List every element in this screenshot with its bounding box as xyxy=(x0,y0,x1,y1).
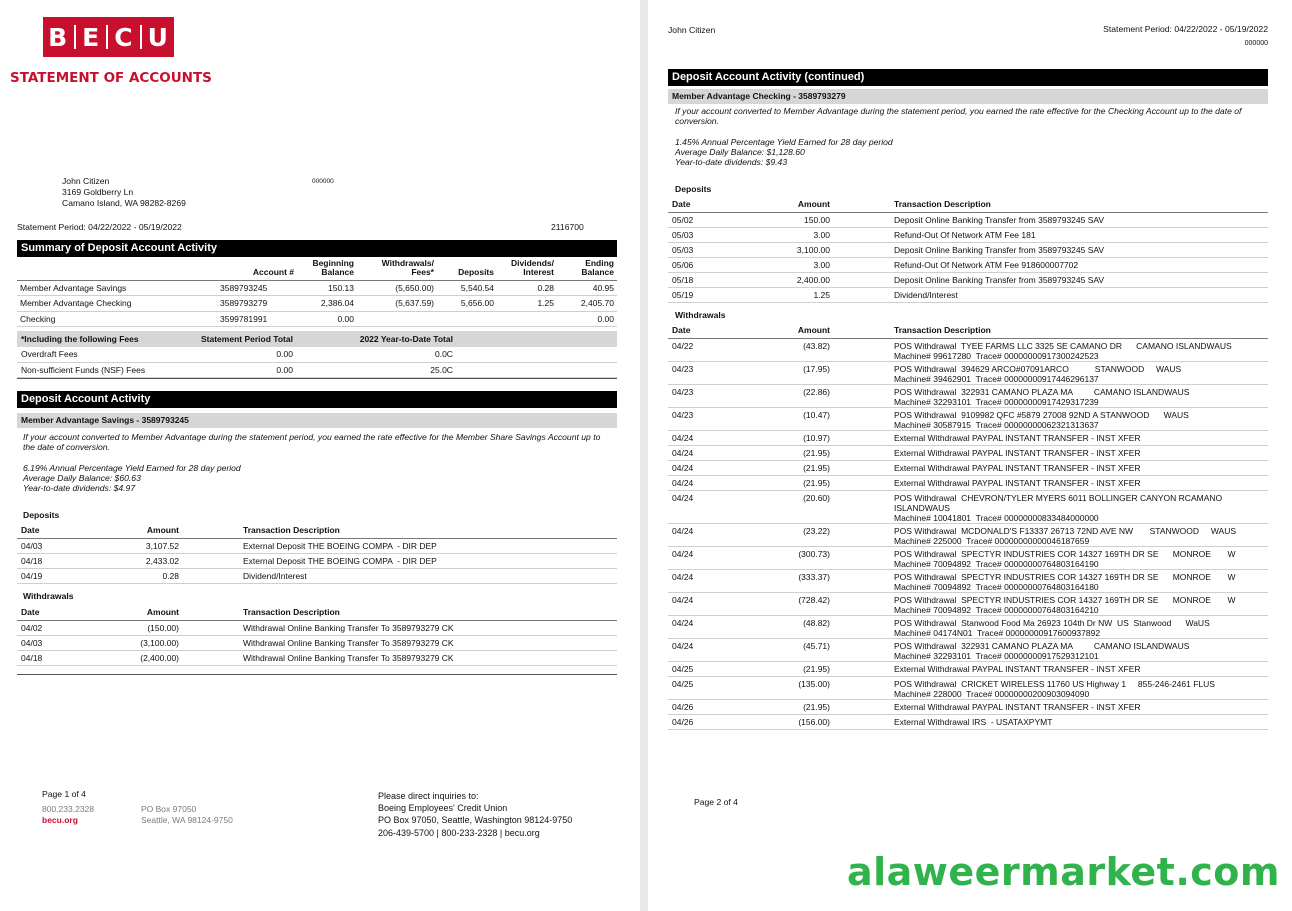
statement-period: Statement Period: 04/22/2022 - 05/19/2022 xyxy=(1103,24,1268,34)
fee-value: 0.0C xyxy=(297,347,457,363)
transaction-header-row xyxy=(668,197,1268,212)
transaction-row xyxy=(668,287,1268,302)
transaction-amount: 3,100.00 xyxy=(758,242,834,257)
summary-value: (5,650.00) xyxy=(357,280,437,296)
deposits-table xyxy=(668,197,1268,303)
column-header: Transaction Description xyxy=(834,323,1268,338)
account-intro: If your account converted to Member Advantage during the statement period, you earned the rate effective for the Member Share Savings Account up to the date of conversion. xyxy=(23,432,601,452)
page-number: Page 2 of 4 xyxy=(694,797,738,807)
transaction-description: Deposit Online Banking Transfer from 3589793245 SAV xyxy=(834,272,1268,287)
customer-name: John Citizen xyxy=(62,176,110,186)
column-header: Date xyxy=(17,523,107,538)
transaction-row xyxy=(668,272,1268,287)
transaction-amount: (45.71) xyxy=(758,638,834,661)
transaction-row xyxy=(668,460,1268,475)
transaction-date: 04/18 xyxy=(17,650,107,665)
transaction-description: External Withdrawal PAYPAL INSTANT TRANSFER - INST XFER xyxy=(834,475,1268,490)
deposits-label: Deposits xyxy=(675,184,712,194)
divider xyxy=(17,674,617,675)
transaction-amount: (21.95) xyxy=(758,475,834,490)
transaction-date: 04/24 xyxy=(668,445,758,460)
fees-header-row xyxy=(17,331,617,347)
summary-value: 5,656.00 xyxy=(437,296,497,312)
transaction-amount: (10.97) xyxy=(758,430,834,445)
ytd-dividends: Year-to-date dividends: $4.97 xyxy=(23,483,136,493)
transaction-amount: 150.00 xyxy=(758,212,834,227)
transaction-date: 04/23 xyxy=(668,407,758,430)
column-header: Date xyxy=(668,323,758,338)
statement-title: STATEMENT OF ACCOUNTS xyxy=(10,70,212,86)
transaction-description: External Deposit THE BOEING COMPA - DIR DEP xyxy=(183,538,617,553)
column-header: Amount xyxy=(758,323,834,338)
column-header: Dividends/ Interest xyxy=(497,256,557,280)
customer-code: 000000 xyxy=(1244,40,1268,47)
customer-name: John Citizen xyxy=(668,25,716,35)
transaction-date: 05/03 xyxy=(668,227,758,242)
transaction-amount: (10.47) xyxy=(758,407,834,430)
transaction-row xyxy=(668,445,1268,460)
transaction-header-row xyxy=(668,323,1268,338)
transaction-date: 04/24 xyxy=(668,460,758,475)
withdrawals-table xyxy=(668,323,1268,730)
statement-period: Statement Period: 04/22/2022 - 05/19/2022 xyxy=(17,222,182,232)
footer-phone: 800.233.2328 xyxy=(42,804,94,814)
logo-divider xyxy=(140,25,142,49)
transaction-date: 04/26 xyxy=(668,714,758,729)
summary-value xyxy=(497,311,557,327)
transaction-row xyxy=(668,361,1268,384)
transaction-description: External Withdrawal IRS - USATAXPYMT xyxy=(834,714,1268,729)
transaction-row xyxy=(17,568,617,583)
transaction-description: Withdrawal Online Banking Transfer To 3589793279 CK xyxy=(183,620,617,635)
summary-row xyxy=(17,280,617,296)
spacer xyxy=(457,362,617,378)
summary-value: 150.13 xyxy=(297,280,357,296)
withdrawals-label: Withdrawals xyxy=(675,310,726,320)
transaction-row xyxy=(668,699,1268,714)
becu-logo xyxy=(43,17,174,57)
transaction-row xyxy=(17,635,617,650)
transaction-amount: (150.00) xyxy=(107,620,183,635)
transaction-row xyxy=(668,242,1268,257)
apy-line: 1.45% Annual Percentage Yield Earned for 28 day period xyxy=(675,137,893,147)
watermark-text: alaweermarket.com xyxy=(846,850,1280,894)
transaction-description: POS Withdrawal Stanwood Food Ma 26923 104th Dr NW US Stanwood WaUS Machine# 04174N01 Trace# 00000000917600937892 xyxy=(834,615,1268,638)
column-header: Date xyxy=(668,197,758,212)
summary-value: 5,540.54 xyxy=(437,280,497,296)
customer-code: 000000 xyxy=(312,178,334,185)
column-header: Transaction Description xyxy=(183,605,617,620)
transaction-row xyxy=(668,569,1268,592)
transaction-row xyxy=(17,538,617,553)
page-number: Page 1 of 4 xyxy=(42,789,86,799)
account-name: Checking xyxy=(17,311,217,327)
fees-row xyxy=(17,347,617,363)
transaction-description: POS Withdrawal SPECTYR INDUSTRIES COR 14327 169TH DR SE MONROE W Machine# 70094892 Trace# 00000000764803164180 xyxy=(834,569,1268,592)
ytd-dividends: Year-to-date dividends: $9.43 xyxy=(675,157,788,167)
fees-table xyxy=(17,331,617,378)
transaction-description: External Withdrawal PAYPAL INSTANT TRANSFER - INST XFER xyxy=(834,430,1268,445)
transaction-row xyxy=(668,523,1268,546)
column-header: Amount xyxy=(107,605,183,620)
avg-daily-balance: Average Daily Balance: $60.63 xyxy=(23,473,141,483)
transaction-description: POS Withdrawal MCDONALD'S F13337 26713 72ND AVE NW STANWOOD WAUS Machine# 225000 Trace# 00000000000046187659 xyxy=(834,523,1268,546)
transaction-amount: 1.25 xyxy=(758,287,834,302)
transaction-description: POS Withdrawal 9109982 QFC #5879 27008 92ND A STANWOOD WAUS Machine# 30587915 Trace# 00000000062321313637 xyxy=(834,407,1268,430)
transaction-description: Withdrawal Online Banking Transfer To 3589793279 CK xyxy=(183,635,617,650)
summary-header-row xyxy=(17,256,617,280)
transaction-amount: 3,107.52 xyxy=(107,538,183,553)
transaction-row xyxy=(668,257,1268,272)
transaction-amount: (2,400.00) xyxy=(107,650,183,665)
transaction-date: 04/26 xyxy=(668,699,758,714)
transaction-amount: (21.95) xyxy=(758,445,834,460)
inquiries-org: Boeing Employees' Credit Union xyxy=(378,803,508,813)
withdrawals-label: Withdrawals xyxy=(23,591,74,601)
transaction-row xyxy=(668,661,1268,676)
transaction-date: 04/03 xyxy=(17,538,107,553)
account-number: 3589793279 xyxy=(217,296,297,312)
transaction-row xyxy=(668,490,1268,523)
transaction-date: 05/18 xyxy=(668,272,758,287)
footer-pobox: PO Box 97050 xyxy=(141,804,197,814)
transaction-row xyxy=(668,338,1268,361)
transaction-description: POS Withdrawal TYEE FARMS LLC 3325 SE CAMANO DR CAMANO ISLANDWAUS Machine# 99617280 Trace# 00000000917300242523 xyxy=(834,338,1268,361)
summary-row xyxy=(17,311,617,327)
summary-title: Summary of Deposit Account Activity xyxy=(17,240,617,257)
apy-line: 6.19% Annual Percentage Yield Earned for 28 day period xyxy=(23,463,241,473)
transaction-row xyxy=(17,553,617,568)
transaction-date: 04/03 xyxy=(17,635,107,650)
account-header: Member Advantage Checking - 3589793279 xyxy=(668,89,1268,104)
transaction-description: Refund-Out Of Network ATM Fee 181 xyxy=(834,227,1268,242)
transaction-date: 05/02 xyxy=(668,212,758,227)
account-intro: If your account converted to Member Advantage during the statement period, you earned the rate effective for the Checking Account up to the date of conversion. xyxy=(675,106,1242,126)
column-header: Amount xyxy=(758,197,834,212)
transaction-row xyxy=(17,620,617,635)
footer-web-link[interactable]: becu.org xyxy=(42,815,78,825)
transaction-row xyxy=(668,676,1268,699)
transaction-amount: (48.82) xyxy=(758,615,834,638)
transaction-date: 04/24 xyxy=(668,546,758,569)
transaction-amount: (21.95) xyxy=(758,661,834,676)
transaction-date: 04/23 xyxy=(668,361,758,384)
fee-value: 25.0C xyxy=(297,362,457,378)
transaction-amount: (21.95) xyxy=(758,699,834,714)
summary-value: (5,637.59) xyxy=(357,296,437,312)
transaction-date: 04/22 xyxy=(668,338,758,361)
transaction-date: 04/24 xyxy=(668,490,758,523)
deposits-label: Deposits xyxy=(23,510,60,520)
transaction-amount: (333.37) xyxy=(758,569,834,592)
column-header: Beginning Balance xyxy=(297,256,357,280)
transaction-amount: (300.73) xyxy=(758,546,834,569)
fee-name: Non-sufficient Funds (NSF) Fees xyxy=(17,362,197,378)
account-name: Member Advantage Savings xyxy=(17,280,217,296)
account-number: 3589793245 xyxy=(217,280,297,296)
logo-letter: C xyxy=(114,22,134,52)
summary-row xyxy=(17,296,617,312)
transaction-amount: 0.28 xyxy=(107,568,183,583)
statement-page-2 xyxy=(648,0,1292,911)
transaction-date: 05/06 xyxy=(668,257,758,272)
transaction-row xyxy=(668,714,1268,729)
spacer xyxy=(457,347,617,363)
deposits-table xyxy=(17,523,617,584)
transaction-description: POS Withdrawal SPECTYR INDUSTRIES COR 14327 169TH DR SE MONROE W Machine# 70094892 Trace# 00000000764803164190 xyxy=(834,546,1268,569)
divider xyxy=(17,378,617,379)
transaction-description: Dividend/Interest xyxy=(834,287,1268,302)
column-header: Amount xyxy=(107,523,183,538)
avg-daily-balance: Average Daily Balance: $1,128.60 xyxy=(675,147,805,157)
transaction-amount: (17.95) xyxy=(758,361,834,384)
transaction-date: 04/24 xyxy=(668,523,758,546)
transaction-amount: (20.60) xyxy=(758,490,834,523)
logo-divider xyxy=(106,25,108,49)
transaction-row xyxy=(668,384,1268,407)
column-header: *Including the following Fees xyxy=(17,331,197,347)
summary-value: 0.00 xyxy=(557,311,617,327)
transaction-amount: (23.22) xyxy=(758,523,834,546)
transaction-date: 04/24 xyxy=(668,615,758,638)
transaction-row xyxy=(668,212,1268,227)
column-header: Transaction Description xyxy=(183,523,617,538)
inquiries-phones: 206-439-5700 | 800-233-2328 | becu.org xyxy=(378,828,540,838)
transaction-description: POS Withdrawal CHEVRON/TYLER MYERS 6011 BOLLINGER CANYON RCAMANO ISLANDWAUS Machine# 10041801 Trace# 00000000833484000000 xyxy=(834,490,1268,523)
transaction-date: 04/24 xyxy=(668,430,758,445)
transaction-amount: (43.82) xyxy=(758,338,834,361)
transaction-header-row xyxy=(17,523,617,538)
column-header: Date xyxy=(17,605,107,620)
inquiries-address: PO Box 97050, Seattle, Washington 98124-9750 xyxy=(378,815,573,825)
column-header: Deposits xyxy=(437,256,497,280)
transaction-row xyxy=(668,227,1268,242)
transaction-amount: 3.00 xyxy=(758,227,834,242)
column-header: Transaction Description xyxy=(834,197,1268,212)
logo-letter: U xyxy=(147,22,169,52)
transaction-date: 05/03 xyxy=(668,242,758,257)
fee-value: 0.00 xyxy=(197,347,297,363)
transaction-description: External Deposit THE BOEING COMPA - DIR DEP xyxy=(183,553,617,568)
summary-value: 40.95 xyxy=(557,280,617,296)
transaction-date: 04/24 xyxy=(668,569,758,592)
fees-row xyxy=(17,362,617,378)
transaction-description: Refund-Out Of Network ATM Fee 918600007702 xyxy=(834,257,1268,272)
transaction-date: 04/24 xyxy=(668,638,758,661)
deposit-activity-title: Deposit Account Activity (continued) xyxy=(668,69,1268,86)
transaction-amount: 2,400.00 xyxy=(758,272,834,287)
transaction-date: 04/25 xyxy=(668,676,758,699)
transaction-date: 04/25 xyxy=(668,661,758,676)
summary-value xyxy=(357,311,437,327)
transaction-header-row xyxy=(17,605,617,620)
transaction-row xyxy=(668,546,1268,569)
customer-address-line1: 3169 Goldberry Ln xyxy=(62,187,134,197)
summary-value: 1.25 xyxy=(497,296,557,312)
column-header: Statement Period Total xyxy=(197,331,297,347)
account-header: Member Advantage Savings - 3589793245 xyxy=(17,413,617,428)
summary-value: 2,386.04 xyxy=(297,296,357,312)
transaction-description: Deposit Online Banking Transfer from 3589793245 SAV xyxy=(834,212,1268,227)
withdrawals-table xyxy=(17,605,617,666)
transaction-amount: (21.95) xyxy=(758,460,834,475)
transaction-date: 04/19 xyxy=(17,568,107,583)
transaction-description: POS Withdrawal CRICKET WIRELESS 11760 US Highway 1 855-246-2461 FLUS Machine# 228000 Trace# 00000000200903094090 xyxy=(834,676,1268,699)
transaction-row xyxy=(668,638,1268,661)
transaction-amount: 2,433.02 xyxy=(107,553,183,568)
transaction-description: External Withdrawal PAYPAL INSTANT TRANSFER - INST XFER xyxy=(834,661,1268,676)
transaction-description: POS Withdrawal SPECTYR INDUSTRIES COR 14327 169TH DR SE MONROE W Machine# 70094892 Trace# 00000000764803164210 xyxy=(834,592,1268,615)
statement-page-1 xyxy=(0,0,640,911)
transaction-amount: (728.42) xyxy=(758,592,834,615)
fee-value: 0.00 xyxy=(197,362,297,378)
transaction-description: Withdrawal Online Banking Transfer To 3589793279 CK xyxy=(183,650,617,665)
summary-table xyxy=(17,256,617,327)
transaction-description: Deposit Online Banking Transfer from 3589793245 SAV xyxy=(834,242,1268,257)
footer-city: Seattle, WA 98124-9750 xyxy=(141,815,233,825)
transaction-amount: (3,100.00) xyxy=(107,635,183,650)
column-header: Account # xyxy=(217,256,297,280)
transaction-date: 04/23 xyxy=(668,384,758,407)
transaction-row xyxy=(17,650,617,665)
inquiries-heading: Please direct inquiries to: xyxy=(378,791,479,801)
logo-letter: B xyxy=(48,22,69,52)
transaction-description: External Withdrawal PAYPAL INSTANT TRANSFER - INST XFER xyxy=(834,699,1268,714)
summary-value xyxy=(437,311,497,327)
deposit-activity-title: Deposit Account Activity xyxy=(17,391,617,408)
document-number: 2116700 xyxy=(551,222,584,232)
logo-letter: E xyxy=(82,22,101,52)
transaction-description: External Withdrawal PAYPAL INSTANT TRANSFER - INST XFER xyxy=(834,460,1268,475)
transaction-date: 05/19 xyxy=(668,287,758,302)
transaction-row xyxy=(668,407,1268,430)
transaction-row xyxy=(668,592,1268,615)
transaction-description: POS Withdrawal 394629 ARCO#07091ARCO STANWOOD WAUS Machine# 39462901 Trace# 00000000917446296137 xyxy=(834,361,1268,384)
transaction-description: POS Withdrawal 322931 CAMANO PLAZA MA CAMANO ISLANDWAUS Machine# 32293101 Trace# 00000000917529312101 xyxy=(834,638,1268,661)
transaction-amount: (22.86) xyxy=(758,384,834,407)
transaction-row xyxy=(668,615,1268,638)
summary-value: 0.28 xyxy=(497,280,557,296)
fee-name: Overdraft Fees xyxy=(17,347,197,363)
transaction-description: POS Withdrawal 322931 CAMANO PLAZA MA CAMANO ISLANDWAUS Machine# 32293101 Trace# 00000000917429317239 xyxy=(834,384,1268,407)
transaction-row xyxy=(668,430,1268,445)
column-header xyxy=(17,256,217,280)
transaction-description: Dividend/Interest xyxy=(183,568,617,583)
transaction-amount: 3.00 xyxy=(758,257,834,272)
transaction-amount: (156.00) xyxy=(758,714,834,729)
logo-divider xyxy=(74,25,76,49)
summary-value: 2,405.70 xyxy=(557,296,617,312)
transaction-row xyxy=(668,475,1268,490)
column-header: Withdrawals/ Fees* xyxy=(357,256,437,280)
transaction-date: 04/18 xyxy=(17,553,107,568)
transaction-description: External Withdrawal PAYPAL INSTANT TRANSFER - INST XFER xyxy=(834,445,1268,460)
customer-address-line2: Camano Island, WA 98282-8269 xyxy=(62,198,186,208)
transaction-amount: (135.00) xyxy=(758,676,834,699)
summary-value: 0.00 xyxy=(297,311,357,327)
spacer xyxy=(457,331,617,347)
transaction-date: 04/24 xyxy=(668,592,758,615)
transaction-date: 04/24 xyxy=(668,475,758,490)
column-header: Ending Balance xyxy=(557,256,617,280)
account-number: 3599781991 xyxy=(217,311,297,327)
account-name: Member Advantage Checking xyxy=(17,296,217,312)
transaction-date: 04/02 xyxy=(17,620,107,635)
column-header: 2022 Year-to-Date Total xyxy=(297,331,457,347)
